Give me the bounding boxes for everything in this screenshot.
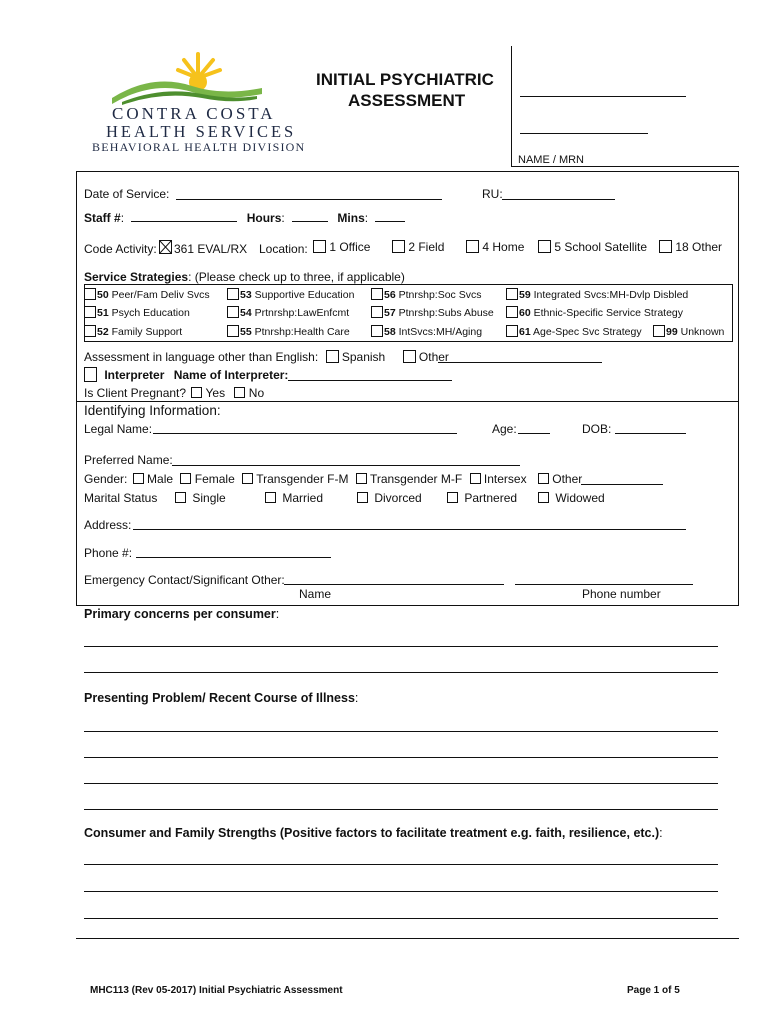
checkbox[interactable]	[175, 492, 186, 503]
interpreter-name-label: Name of Interpreter:	[173, 368, 289, 382]
primary-concerns-line-1[interactable]	[84, 646, 718, 647]
primary-concerns-line-2[interactable]	[84, 672, 718, 673]
address-label: Address:	[84, 518, 132, 532]
strengths-line-2[interactable]	[84, 891, 718, 892]
gender-other-checkbox[interactable]	[538, 473, 549, 484]
footer-page-number: Page 1 of 5	[627, 985, 680, 996]
interpreter-name-field[interactable]	[288, 380, 452, 381]
date-of-service-label: Date of Service:	[84, 187, 170, 201]
gender-female-checkbox[interactable]	[180, 473, 191, 484]
primary-concerns-title: Primary concerns per consumer	[84, 607, 276, 621]
gender-male-checkbox[interactable]	[133, 473, 144, 484]
page-bottom-rule	[76, 938, 739, 939]
option-label: Partnered	[464, 491, 518, 505]
pregnant-yes-checkbox[interactable]	[191, 387, 202, 398]
name-line-1	[520, 96, 686, 97]
age-field[interactable]	[518, 433, 550, 434]
dob-field[interactable]	[615, 433, 686, 434]
checkbox[interactable]	[538, 492, 549, 503]
pregnant-row	[84, 386, 264, 400]
mins-label: Mins	[337, 211, 365, 225]
staff-row: Staff #: Hours: Mins:	[84, 211, 405, 225]
language-row	[84, 350, 449, 364]
hours-field[interactable]	[292, 211, 328, 222]
strategy-50[interactable]: 50 Peer/Fam Deliv Svcs	[84, 288, 210, 301]
org-name-line3: BEHAVIORAL HEALTH DIVISION	[92, 140, 306, 154]
strengths-line-3[interactable]	[84, 918, 718, 919]
option-label: Divorced	[374, 491, 422, 505]
emergency-phone-field[interactable]	[515, 584, 693, 585]
interpreter-checkbox[interactable]	[84, 367, 97, 382]
preferred-name-field[interactable]	[172, 465, 520, 466]
checkbox[interactable]	[227, 306, 239, 318]
primary-concerns-heading: Primary concerns per consumer:	[84, 607, 280, 621]
checkbox[interactable]	[357, 492, 368, 503]
preferred-name-label: Preferred Name:	[84, 453, 173, 467]
staff-field[interactable]	[131, 211, 237, 222]
code-activity-checkbox[interactable]	[159, 240, 172, 254]
identifying-heading: Identifying Information:	[84, 403, 221, 418]
strategy-57[interactable]: 57 Ptnrshp:Subs Abuse	[371, 306, 494, 319]
option-label: Single	[192, 491, 226, 505]
strategy-56[interactable]: 56 Ptnrshp:Soc Svcs	[371, 288, 481, 301]
checkbox[interactable]	[653, 325, 665, 337]
strategies-title: Service Strategies	[84, 270, 189, 284]
strategy-99[interactable]: 99 Unknown	[653, 325, 724, 338]
option-label: Married	[282, 491, 324, 505]
strategy-55[interactable]: 55 Ptnrshp:Health Care	[227, 325, 350, 338]
strategy-53[interactable]: 53 Supportive Education	[227, 288, 354, 301]
strategy-51[interactable]: 51 Psych Education	[84, 306, 190, 319]
option-label: 5 School Satellite	[554, 240, 648, 254]
service-strategies-heading	[84, 270, 405, 284]
sun-hills-logo-icon	[112, 48, 262, 106]
checkbox[interactable]	[466, 240, 479, 253]
mins-field[interactable]	[375, 211, 405, 222]
language-label: Assessment in language other than English:	[84, 350, 319, 364]
checkbox[interactable]	[506, 325, 518, 337]
gender-female-label: Female	[194, 472, 235, 486]
spanish-label: Spanish	[341, 350, 386, 364]
location-option-office[interactable]	[313, 240, 370, 254]
checkbox[interactable]	[227, 288, 239, 300]
ru-field[interactable]	[502, 199, 615, 200]
checkbox[interactable]	[371, 306, 383, 318]
strengths-title: Consumer and Family Strengths (Positive factors to facilitate treatment e.g. faith, resilience, etc.)	[84, 826, 660, 840]
strategy-58[interactable]: 58 IntSvcs:MH/Aging	[371, 325, 482, 338]
option-label: 2 Field	[408, 240, 445, 254]
option-label: 1 Office	[329, 240, 371, 254]
gender-tmf-checkbox[interactable]	[356, 473, 367, 484]
staff-label: Staff #	[84, 211, 121, 225]
phone-label: Phone #:	[84, 546, 133, 560]
checkbox[interactable]	[392, 240, 405, 253]
strategies-instruction: : (Please check up to three, if applicable)	[188, 270, 405, 284]
presenting-problem-line-3[interactable]	[84, 783, 718, 784]
pregnant-no-label: No	[248, 386, 265, 400]
other-language-checkbox[interactable]	[403, 350, 416, 363]
marital-married[interactable]	[265, 491, 323, 505]
strengths-line-1[interactable]	[84, 864, 718, 865]
checkbox[interactable]	[371, 325, 383, 337]
strategy-60[interactable]: 60 Ethnic-Specific Service Strategy	[506, 306, 683, 319]
code-activity-value: 361 EVAL/RX	[174, 242, 248, 256]
checkbox[interactable]	[538, 240, 551, 253]
code-activity-label: Code Activity:	[84, 242, 157, 256]
emergency-contact-label: Emergency Contact/Significant Other:	[84, 573, 285, 587]
name-line-2	[520, 133, 648, 134]
checkbox[interactable]	[313, 240, 326, 253]
form-title-line2: ASSESSMENT	[348, 91, 466, 110]
legal-name-label: Legal Name:	[84, 422, 153, 436]
gender-tfm-checkbox[interactable]	[242, 473, 253, 484]
name-mrn-underline	[511, 166, 739, 167]
strategy-59[interactable]: 59 Integrated Svcs:MH-Dvlp Disbled	[506, 288, 688, 301]
presenting-problem-line-4[interactable]	[84, 809, 718, 810]
option-label: 4 Home	[482, 240, 525, 254]
legal-name-field[interactable]	[153, 433, 457, 434]
pregnant-label: Is Client Pregnant?	[84, 386, 187, 400]
checkbox[interactable]	[227, 325, 239, 337]
location-option-field[interactable]	[392, 240, 444, 254]
strategy-52[interactable]: 52 Family Support	[84, 325, 182, 338]
ru-label: RU:	[482, 187, 503, 201]
form-title-line1: INITIAL PSYCHIATRIC	[316, 70, 494, 89]
presenting-problem-line-1[interactable]	[84, 731, 718, 732]
option-label: Widowed	[555, 491, 605, 505]
address-field[interactable]	[133, 529, 686, 530]
checkbox[interactable]	[506, 306, 518, 318]
pregnant-no-checkbox[interactable]	[234, 387, 245, 398]
checkbox[interactable]	[84, 288, 96, 300]
gender-intersex-checkbox[interactable]	[470, 473, 481, 484]
marital-single[interactable]	[175, 491, 226, 505]
marital-partnered[interactable]	[447, 491, 517, 505]
location-option-school[interactable]	[538, 240, 647, 254]
org-name-line1: CONTRA COSTA	[112, 104, 276, 123]
gender-other-label: Other	[552, 472, 583, 486]
interpreter-row	[84, 367, 288, 382]
date-of-service-field[interactable]	[176, 199, 442, 200]
presenting-problem-heading: Presenting Problem/ Recent Course of Illness:	[84, 691, 359, 705]
dob-label: DOB:	[582, 422, 612, 436]
gender-tfm-label: Transgender F-M	[256, 472, 349, 486]
option-label: 18 Other	[675, 240, 723, 254]
marital-label: Marital Status	[84, 491, 158, 505]
name-mrn-label: NAME / MRN	[518, 154, 584, 166]
checkbox[interactable]	[659, 240, 672, 253]
emergency-name-caption: Name	[299, 587, 332, 601]
marital-widowed[interactable]	[538, 491, 605, 505]
spanish-checkbox[interactable]	[326, 350, 339, 363]
logo	[92, 48, 306, 154]
age-label: Age:	[492, 422, 517, 436]
strengths-heading: Consumer and Family Strengths (Positive factors to facilitate treatment e.g. faith, resilience, etc.):	[84, 826, 663, 840]
checkbox[interactable]	[447, 492, 458, 503]
hours-label: Hours	[246, 211, 282, 225]
other-language-label: Other	[418, 350, 449, 364]
gender-male-label: Male	[147, 472, 174, 486]
other-language-field[interactable]	[438, 362, 602, 363]
marital-divorced[interactable]	[357, 491, 422, 505]
presenting-problem-line-2[interactable]	[84, 757, 718, 758]
header-divider	[511, 46, 512, 166]
location-option-other[interactable]	[659, 240, 722, 254]
x-mark-icon	[160, 241, 171, 253]
checkbox[interactable]	[265, 492, 276, 503]
gender-intersex-label: Intersex	[483, 472, 527, 486]
interpreter-label: Interpreter	[104, 368, 165, 382]
phone-field[interactable]	[136, 557, 331, 558]
checkbox[interactable]	[84, 306, 96, 318]
strategy-54[interactable]: 54 Prtnrshp:LawEnfcmt	[227, 306, 349, 319]
gender-row	[84, 472, 582, 486]
presenting-problem-title: Presenting Problem/ Recent Course of Illness	[84, 691, 355, 705]
footer-form-id: MHC113 (Rev 05-2017) Initial Psychiatric Assessment	[90, 985, 343, 996]
gender-other-field[interactable]	[581, 484, 663, 485]
location-label: Location:	[259, 242, 308, 256]
pregnant-yes-label: Yes	[205, 386, 226, 400]
checkbox[interactable]	[371, 288, 383, 300]
emergency-phone-caption: Phone number	[582, 587, 661, 601]
gender-label: Gender:	[84, 472, 128, 486]
org-name-line2: HEALTH SERVICES	[106, 122, 297, 141]
location-option-home[interactable]	[466, 240, 524, 254]
emergency-name-field[interactable]	[284, 584, 504, 585]
strategy-61[interactable]: 61 Age-Spec Svc Strategy	[506, 325, 642, 338]
checkbox[interactable]	[84, 325, 96, 337]
checkbox[interactable]	[506, 288, 518, 300]
gender-tmf-label: Transgender M-F	[369, 472, 463, 486]
